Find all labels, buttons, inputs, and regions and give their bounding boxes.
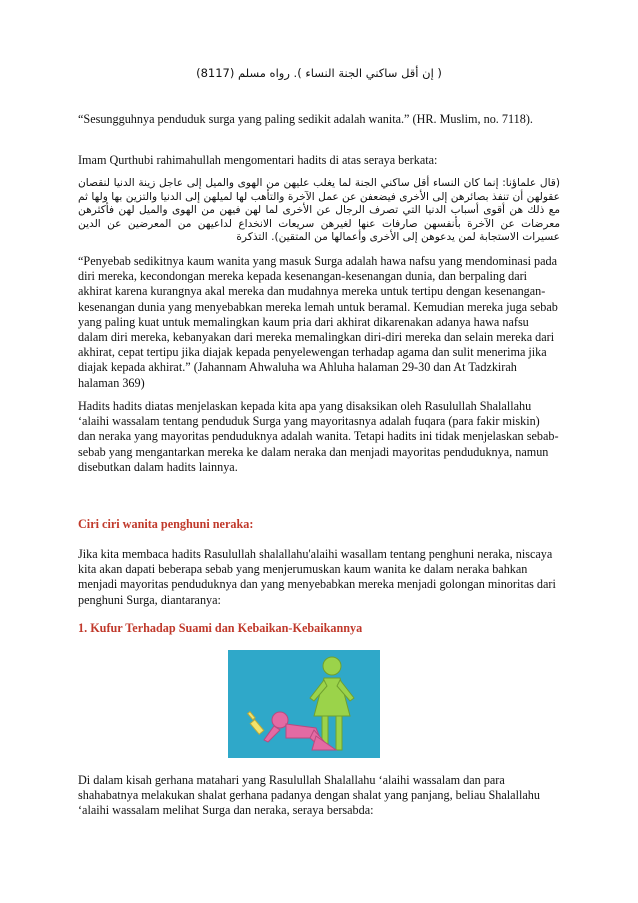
- illustration-svg: [228, 650, 380, 758]
- section-heading: Ciri ciri wanita penghuni neraka:: [78, 517, 254, 531]
- intro-qurthubi: Imam Qurthubi rahimahullah mengomentari hadits di atas seraya berkata:: [78, 153, 438, 167]
- qurthubi-translation: “Penyebab sedikitnya kaum wanita yang masuk Surga adalah hawa nafsu yang mendominasi pada diri mereka, kecondongan mereka kepada kesenangan-kesenangan dunia, dan berpaling dari akhirat karena kurangnya akal mereka dan mudahnya mereka untuk tertipu dengan kesenangan-kesenangan dunia yang menyebabkan mereka lemah untuk beramal. Kemudian mereka juga sebab yang paling kuat untuk memalingkan kaum pria dari akhirat dikarenakan adanya hawa nafsu dalam diri mereka, kebanyakan dari mereka memalingkan diri-diri mereka dan selain mereka dari akhirat, cepat tertipu jika diajak kepada penyelewengan terhadap agama dan sulit menerima jika diajak kepada akhirat.” (Jahannam Ahwaluha wa Ahluha halaman 29-30 dan At Tadzkirah halaman 369): [78, 254, 558, 390]
- paragraph-hadits: Hadits hadits diatas menjelaskan kepada kita apa yang disaksikan oleh Rasulullah Shalallahu ‘alaihi wassalam tentang penduduk Surga yang mayoritasnya adalah fuqara (para fakir miskin) dan neraka yang mayoritas penduduknya adalah wanita. Tetapi hadits ini tidak menjelaskan sebab-sebab yang mengantarkan mereka ke dalam neraka dan menjadi mayoritas penduduknya, namun disebutkan dalam hadits lainnya.: [78, 399, 559, 474]
- paragraph-eclipse: Di dalam kisah gerhana matahari yang Rasulullah Shalallahu ‘alaihi wassalam dan para shahabatnya melakukan shalat gerhana padanya dengan shalat yang panjang, beliau Shalallahu ‘alaihi wassalam melihat Surga dan neraka, seraya bersabda:: [78, 773, 540, 818]
- illustration-kneeling-man-standing-woman: [228, 650, 380, 758]
- hadith-arabic: ( إن أقل ساكني الجنة النساء ). رواه مسلم (8117): [196, 66, 442, 80]
- qurthubi-arabic: (قال علماؤنا: إنما كان النساء أقل ساكني الجنة لما يغلب عليهن من الهوى والميل إلى عاجل زينة الدنيا لنقصان عقولهن أن تنفذ بصائرهن إلى الأخرى فيضعفن عن عمل الآخرة والتأهب لها لميلهن إلى الدنيا والتزين بها ولها ثم مع ذلك هن أقوى أسباب الدنيا التي تصرف الرجال عن الأخرى لما لهن فيهن من الهوى والميل لهن فأكثرهن معرضات عن الآخرة بأنفسهن صارفات عنها لغيرهن سريعات الانخداع لداعيهن من المعرضين عن الدين عسيرات الاستجابة لمن يدعوهن إلى الأخرى وأعمالها من المتقين). التذكرة: [78, 177, 560, 244]
- point-1-heading: 1. Kufur Terhadap Suami dan Kebaikan-Kebaikannya: [78, 621, 363, 635]
- hadith-translation: “Sesungguhnya penduduk surga yang paling sedikit adalah wanita.” (HR. Muslim, no. 7118).: [78, 112, 533, 126]
- paragraph-intro: Jika kita membaca hadits Rasulullah shalallahu'alaihi wasallam tentang penghuni neraka, niscaya kita akan dapati beberapa sebab yang menjerumuskan kaum wanita ke dalam neraka bahkan menjadi mayoritas penduduknya dan yang menyebabkan mereka menjadi golongan minoritas dari penghuni Surga, diantaranya:: [78, 547, 556, 607]
